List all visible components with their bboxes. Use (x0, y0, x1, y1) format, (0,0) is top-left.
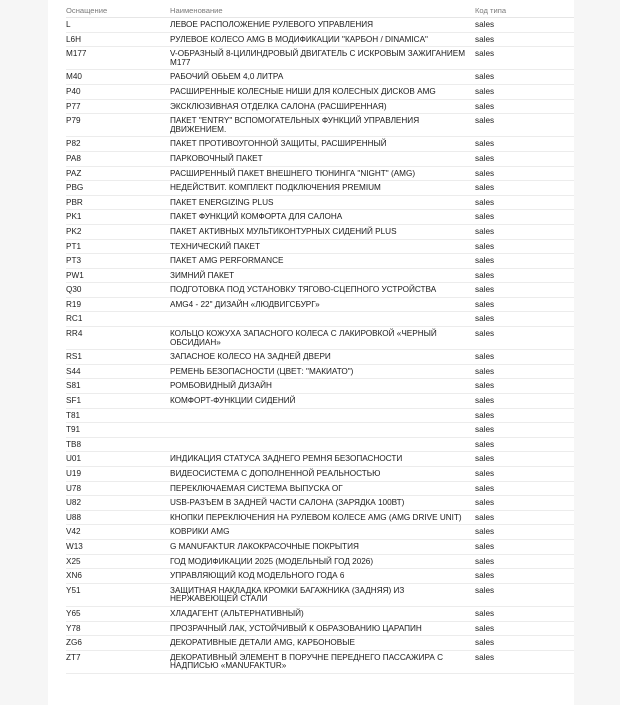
cell-name: ПАКЕТ ФУНКЦИЙ КОМФОРТА ДЛЯ САЛОНА (170, 210, 475, 225)
cell-name: РУЛЕВОЕ КОЛЕСО AMG В МОДИФИКАЦИИ "КАРБОН / DINAMICA" (170, 32, 475, 47)
cell-name: ЗАЩИТНАЯ НАКЛАДКА КРОМКИ БАГАЖНИКА (ЗАДНЯЯ) ИЗ НЕРЖАВЕЮЩЕЙ СТАЛИ (170, 583, 475, 606)
cell-type: sales (475, 569, 574, 584)
table-row (66, 423, 574, 438)
header-type[interactable]: Код типа (475, 3, 574, 18)
cell-type: sales (475, 254, 574, 269)
cell-name: КОЛЬЦО КОЖУХА ЗАПАСНОГО КОЛЕСА С ЛАКИРОВКОЙ «ЧЕРНЫЙ ОБСИДИАН» (170, 327, 475, 350)
cell-code: S44 (66, 364, 170, 379)
cell-type: sales (475, 525, 574, 540)
table-row (66, 452, 574, 467)
cell-name: ПАКЕТ АКТИВНЫХ МУЛЬТИКОНТУРНЫХ СИДЕНИЙ PLUS (170, 224, 475, 239)
cell-code: RR4 (66, 327, 170, 350)
cell-code: PBR (66, 195, 170, 210)
table-row (66, 650, 574, 673)
table-row (66, 569, 574, 584)
cell-type: sales (475, 539, 574, 554)
cell-code: RS1 (66, 350, 170, 365)
table-row (66, 364, 574, 379)
cell-name: РАСШИРЕННЫЕ КОЛЕСНЫЕ НИШИ ДЛЯ КОЛЕСНЫХ ДИСКОВ AMG (170, 84, 475, 99)
cell-code: Y51 (66, 583, 170, 606)
cell-code: Q30 (66, 283, 170, 298)
cell-type: sales (475, 481, 574, 496)
cell-name (170, 423, 475, 438)
cell-name: ИНДИКАЦИЯ СТАТУСА ЗАДНЕГО РЕМНЯ БЕЗОПАСНОСТИ (170, 452, 475, 467)
cell-code: P40 (66, 84, 170, 99)
cell-name: ЛЕВОЕ РАСПОЛОЖЕНИЕ РУЛЕВОГО УПРАВЛЕНИЯ (170, 18, 475, 33)
table-row (66, 379, 574, 394)
cell-type: sales (475, 70, 574, 85)
cell-type: sales (475, 510, 574, 525)
table-row (66, 166, 574, 181)
cell-type: sales (475, 283, 574, 298)
cell-type: sales (475, 151, 574, 166)
cell-code: PBG (66, 181, 170, 196)
cell-code: S81 (66, 379, 170, 394)
cell-code: XN6 (66, 569, 170, 584)
cell-type: sales (475, 606, 574, 621)
cell-type: sales (475, 496, 574, 511)
cell-name: ПАКЕТ "ENTRY" ВСПОМОГАТЕЛЬНЫХ ФУНКЦИЙ УПРАВЛЕНИЯ ДВИЖЕНИЕМ. (170, 114, 475, 137)
cell-name: ВИДЕОСИСТЕМА С ДОПОЛНЕННОЙ РЕАЛЬНОСТЬЮ (170, 467, 475, 482)
cell-name: КНОПКИ ПЕРЕКЛЮЧЕНИЯ НА РУЛЕВОМ КОЛЕСЕ AMG (AMG DRIVE UNIT) (170, 510, 475, 525)
cell-type: sales (475, 137, 574, 152)
table-row (66, 312, 574, 327)
cell-name (170, 408, 475, 423)
cell-name (170, 437, 475, 452)
table-row (66, 195, 574, 210)
table-row (66, 606, 574, 621)
cell-name: USB-РАЗЪЕМ В ЗАДНЕЙ ЧАСТИ САЛОНА (ЗАРЯДКА 100ВТ) (170, 496, 475, 511)
table-row (66, 224, 574, 239)
table-header-row (66, 3, 574, 18)
cell-type: sales (475, 195, 574, 210)
cell-code: PK2 (66, 224, 170, 239)
cell-name: ХЛАДАГЕНТ (АЛЬТЕРНАТИВНЫЙ) (170, 606, 475, 621)
cell-code: T81 (66, 408, 170, 423)
cell-type: sales (475, 210, 574, 225)
cell-code: R19 (66, 297, 170, 312)
table-row (66, 268, 574, 283)
cell-code: SF1 (66, 394, 170, 409)
table-row (66, 327, 574, 350)
table-row (66, 554, 574, 569)
cell-name: ПАКЕТ ПРОТИВОУГОННОЙ ЗАЩИТЫ, РАСШИРЕННЫЙ (170, 137, 475, 152)
cell-code: U19 (66, 467, 170, 482)
cell-name: ПАКЕТ AMG PERFORMANCE (170, 254, 475, 269)
cell-type: sales (475, 239, 574, 254)
cell-type: sales (475, 99, 574, 114)
cell-type: sales (475, 364, 574, 379)
table-row (66, 254, 574, 269)
cell-code: P82 (66, 137, 170, 152)
cell-code: L6H (66, 32, 170, 47)
table-row (66, 18, 574, 33)
table-row (66, 583, 574, 606)
cell-name: AMG4 - 22" ДИЗАЙН «ЛЮДВИГСБУРГ» (170, 297, 475, 312)
cell-type: sales (475, 408, 574, 423)
table-row (66, 510, 574, 525)
cell-name: УПРАВЛЯЮЩИЙ КОД МОДЕЛЬНОГО ГОДА 6 (170, 569, 475, 584)
cell-code: U78 (66, 481, 170, 496)
cell-name: ТЕХНИЧЕСКИЙ ПАКЕТ (170, 239, 475, 254)
cell-code: PT3 (66, 254, 170, 269)
cell-name: КОВРИКИ AMG (170, 525, 475, 540)
cell-name: РОМБОВИДНЫЙ ДИЗАЙН (170, 379, 475, 394)
cell-code: PK1 (66, 210, 170, 225)
cell-type: sales (475, 394, 574, 409)
table-row (66, 70, 574, 85)
cell-name: ПРОЗРАЧНЫЙ ЛАК, УСТОЙЧИВЫЙ К ОБРАЗОВАНИЮ ЦАРАПИН (170, 621, 475, 636)
cell-type: sales (475, 636, 574, 651)
cell-code: L (66, 18, 170, 33)
cell-type: sales (475, 650, 574, 673)
cell-type: sales (475, 47, 574, 70)
cell-type: sales (475, 583, 574, 606)
table-row (66, 297, 574, 312)
cell-code: ZG6 (66, 636, 170, 651)
table-row (66, 283, 574, 298)
cell-name: V-ОБРАЗНЫЙ 8-ЦИЛИНДРОВЫЙ ДВИГАТЕЛЬ С ИСКРОВЫМ ЗАЖИГАНИЕМ M177 (170, 47, 475, 70)
cell-name: ПОДГОТОВКА ПОД УСТАНОВКУ ТЯГОВО-СЦЕПНОГО УСТРОЙСТВА (170, 283, 475, 298)
cell-code: TB8 (66, 437, 170, 452)
table-row (66, 137, 574, 152)
cell-code: PAZ (66, 166, 170, 181)
cell-type: sales (475, 467, 574, 482)
cell-name: G MANUFAKTUR ЛАКОКРАСОЧНЫЕ ПОКРЫТИЯ (170, 539, 475, 554)
cell-type: sales (475, 114, 574, 137)
cell-type: sales (475, 554, 574, 569)
cell-code: W13 (66, 539, 170, 554)
cell-name: ПАРКОВОЧНЫЙ ПАКЕТ (170, 151, 475, 166)
cell-name: РАБОЧИЙ ОБЬЕМ 4,0 ЛИТРА (170, 70, 475, 85)
cell-type: sales (475, 379, 574, 394)
cell-code: V42 (66, 525, 170, 540)
table-row (66, 496, 574, 511)
cell-code: U82 (66, 496, 170, 511)
header-code[interactable]: Оснащение (66, 3, 170, 18)
cell-type: sales (475, 32, 574, 47)
equipment-table (66, 3, 574, 674)
cell-name: ЭКСКЛЮЗИВНАЯ ОТДЕЛКА САЛОНА (РАСШИРЕННАЯ) (170, 99, 475, 114)
table-row (66, 99, 574, 114)
table-row (66, 181, 574, 196)
table-row (66, 32, 574, 47)
cell-type: sales (475, 297, 574, 312)
table-row (66, 437, 574, 452)
cell-type: sales (475, 312, 574, 327)
table-row (66, 481, 574, 496)
table-row (66, 84, 574, 99)
cell-name: ГОД МОДИФИКАЦИИ 2025 (МОДЕЛЬНЫЙ ГОД 2026) (170, 554, 475, 569)
cell-code: RC1 (66, 312, 170, 327)
table-row (66, 394, 574, 409)
cell-name: РАСШИРЕННЫЙ ПАКЕТ ВНЕШНЕГО ТЮНИНГА "NIGHT" (AMG) (170, 166, 475, 181)
cell-code: U88 (66, 510, 170, 525)
cell-code: Y78 (66, 621, 170, 636)
cell-code: M177 (66, 47, 170, 70)
cell-type: sales (475, 621, 574, 636)
cell-code: Y65 (66, 606, 170, 621)
table-row (66, 636, 574, 651)
cell-type: sales (475, 452, 574, 467)
table-row (66, 408, 574, 423)
table-row (66, 151, 574, 166)
cell-name: ЗИМНИЙ ПАКЕТ (170, 268, 475, 283)
table-row (66, 539, 574, 554)
cell-code: PA8 (66, 151, 170, 166)
cell-name: НЕДЕЙСТВИТ. КОМПЛЕКТ ПОДКЛЮЧЕНИЯ PREMIUM (170, 181, 475, 196)
cell-code: PW1 (66, 268, 170, 283)
cell-code: ZT7 (66, 650, 170, 673)
cell-code: M40 (66, 70, 170, 85)
cell-code: PT1 (66, 239, 170, 254)
cell-type: sales (475, 423, 574, 438)
table-row (66, 114, 574, 137)
header-name[interactable]: Наименование (170, 3, 475, 18)
cell-code: P77 (66, 99, 170, 114)
cell-name: ЗАПАСНОЕ КОЛЕСО НА ЗАДНЕЙ ДВЕРИ (170, 350, 475, 365)
cell-name: ПАКЕТ ENERGIZING PLUS (170, 195, 475, 210)
table-row (66, 47, 574, 70)
cell-type: sales (475, 18, 574, 33)
cell-code: X25 (66, 554, 170, 569)
table-row (66, 210, 574, 225)
cell-code: T91 (66, 423, 170, 438)
table-row (66, 350, 574, 365)
cell-name: ПЕРЕКЛЮЧАЕМАЯ СИСТЕМА ВЫПУСКА ОГ (170, 481, 475, 496)
cell-type: sales (475, 350, 574, 365)
table-row (66, 467, 574, 482)
cell-type: sales (475, 224, 574, 239)
table-row (66, 525, 574, 540)
cell-name: ДЕКОРАТИВНЫЙ ЭЛЕМЕНТ В ПОРУЧНЕ ПЕРЕДНЕГО ПАССАЖИРА С НАДПИСЬЮ «MANUFAKTUR» (170, 650, 475, 673)
cell-name: КОМФОРТ-ФУНКЦИИ СИДЕНИЙ (170, 394, 475, 409)
cell-type: sales (475, 84, 574, 99)
table-row (66, 239, 574, 254)
cell-type: sales (475, 437, 574, 452)
cell-type: sales (475, 166, 574, 181)
cell-type: sales (475, 181, 574, 196)
cell-code: U01 (66, 452, 170, 467)
cell-type: sales (475, 268, 574, 283)
cell-name (170, 312, 475, 327)
table-row (66, 621, 574, 636)
cell-name: РЕМЕНЬ БЕЗОПАСНОСТИ (ЦВЕТ: "МАКИАТО") (170, 364, 475, 379)
cell-name: ДЕКОРАТИВНЫЕ ДЕТАЛИ AMG, КАРБОНОВЫЕ (170, 636, 475, 651)
cell-type: sales (475, 327, 574, 350)
cell-code: P79 (66, 114, 170, 137)
